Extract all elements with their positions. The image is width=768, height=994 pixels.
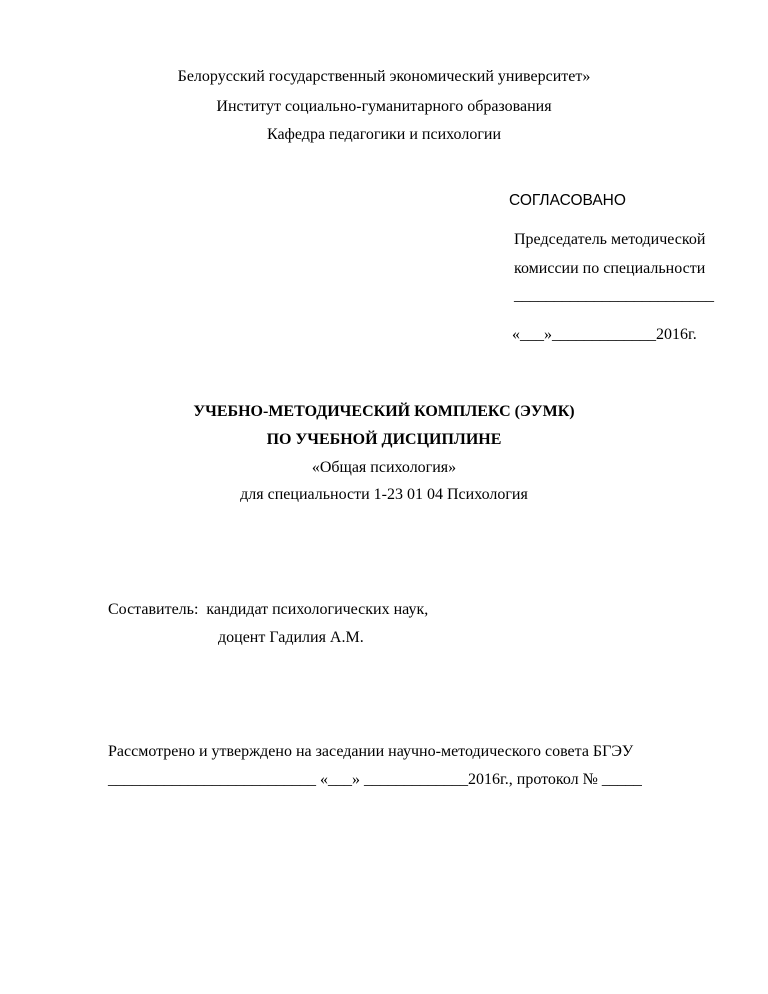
approval-position-line2: комиссии по специальности <box>514 260 706 277</box>
specialty-line: для специальности 1-23 01 04 Психология <box>240 486 528 503</box>
discipline-name: «Общая психология» <box>311 459 457 476</box>
institute-name: Институт социально-гуманитарного образования <box>216 98 552 115</box>
approval-title: СОГЛАСОВАНО <box>509 192 626 209</box>
department-name: Кафедра педагогики и психологии <box>266 126 502 143</box>
compiler-line2: доцент Гадилия А.М. <box>218 629 364 646</box>
review-line1: Рассмотрено и утверждено на заседании научно-методического совета БГЭУ <box>108 743 634 760</box>
approval-signature-line: _________________________ <box>514 287 714 304</box>
approval-date-line: «___»_____________2016г. <box>512 326 697 343</box>
document-title-line1: УЧЕБНО-МЕТОДИЧЕСКИЙ КОМПЛЕКС (ЭУМК) <box>193 403 575 420</box>
university-name: Белорусский государственный экономический университет» <box>177 68 591 85</box>
compiler-line1: Составитель: кандидат психологических наук, <box>108 601 429 618</box>
approval-position-line1: Председатель методической <box>514 231 706 248</box>
review-line2: __________________________ «___» _____________2016г., протокол № _____ <box>108 771 642 788</box>
document-title-line2: ПО УЧЕБНОЙ ДИСЦИПЛИНЕ <box>266 431 502 448</box>
